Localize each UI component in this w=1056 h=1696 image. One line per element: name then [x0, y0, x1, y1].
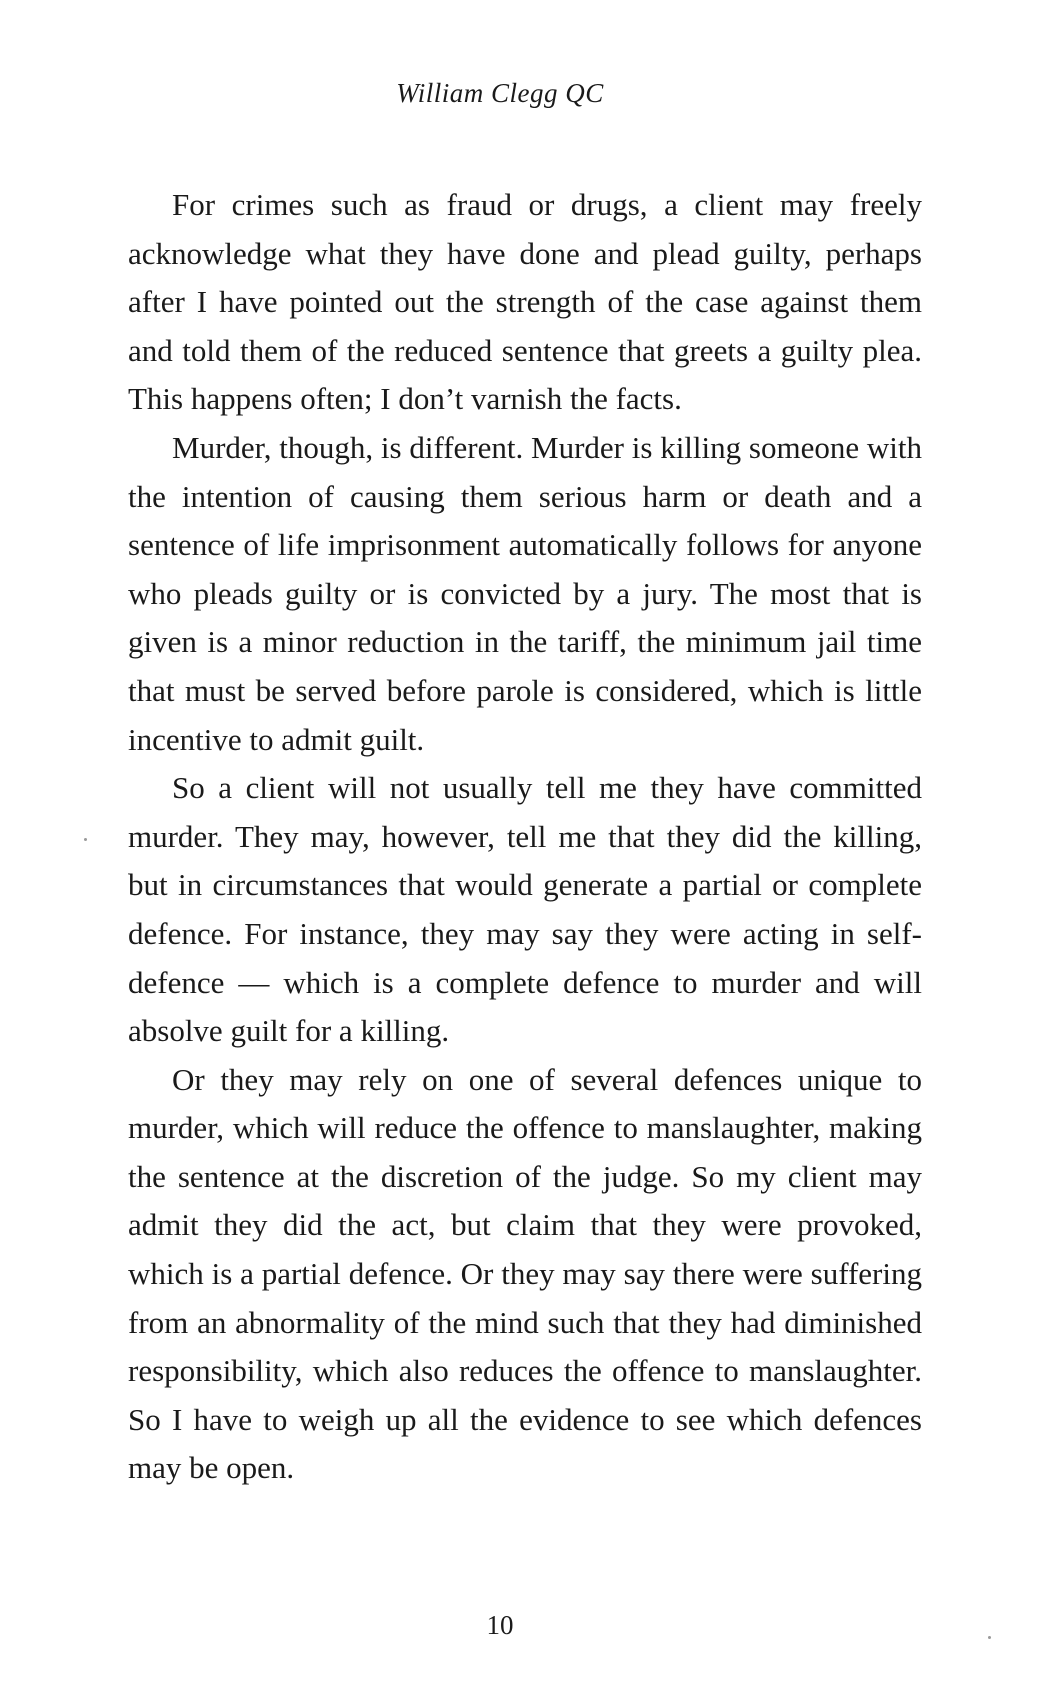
scan-speck — [988, 1636, 991, 1639]
paragraph: So a client will not usually tell me they have committed murder. They may, however, tell me that they did the killing, but in circumstances that would generate a partial or complete defence. For instance, they may say they were acting in self-defence — which is a complete defence to murder and will absolve guilt for a killing. — [128, 770, 922, 1049]
running-head: William Clegg QC — [396, 78, 604, 108]
paragraph: Murder, though, is different. Murder is killing someone with the intention of causing them serious harm or death and a sentence of life imprisonment automatically follows for anyone who pleads guilty or is convicted by a jury. The most that is given is a minor reduction in the tariff, the minimum jail time that must be served before parole is considered, which is little incentive to admit guilt. — [128, 429, 922, 757]
body-text — [128, 181, 922, 1493]
paragraph: For crimes such as fraud or drugs, a client may freely acknowledge what they have done and plead guilty, perhaps after I have pointed out the strength of the case against them and told them of the reduced sentence that greets a guilty plea. This happens often; I don’t varnish the facts. — [128, 187, 922, 417]
page-number: 10 — [486, 1610, 514, 1640]
scan-speck — [84, 838, 87, 841]
paragraph: Or they may rely on one of several defences unique to murder, which will reduce the offence to manslaughter, making the sentence at the discretion of the judge. So my client may admit they did the act, but claim that they were provoked, which is a partial defence. Or they may say there were suffering from an abnormality of the mind such that they had diminished responsibility, which also reduces the offence to manslaughter. So I have to weigh up all the evidence to see which defences may be open. — [128, 1061, 922, 1486]
